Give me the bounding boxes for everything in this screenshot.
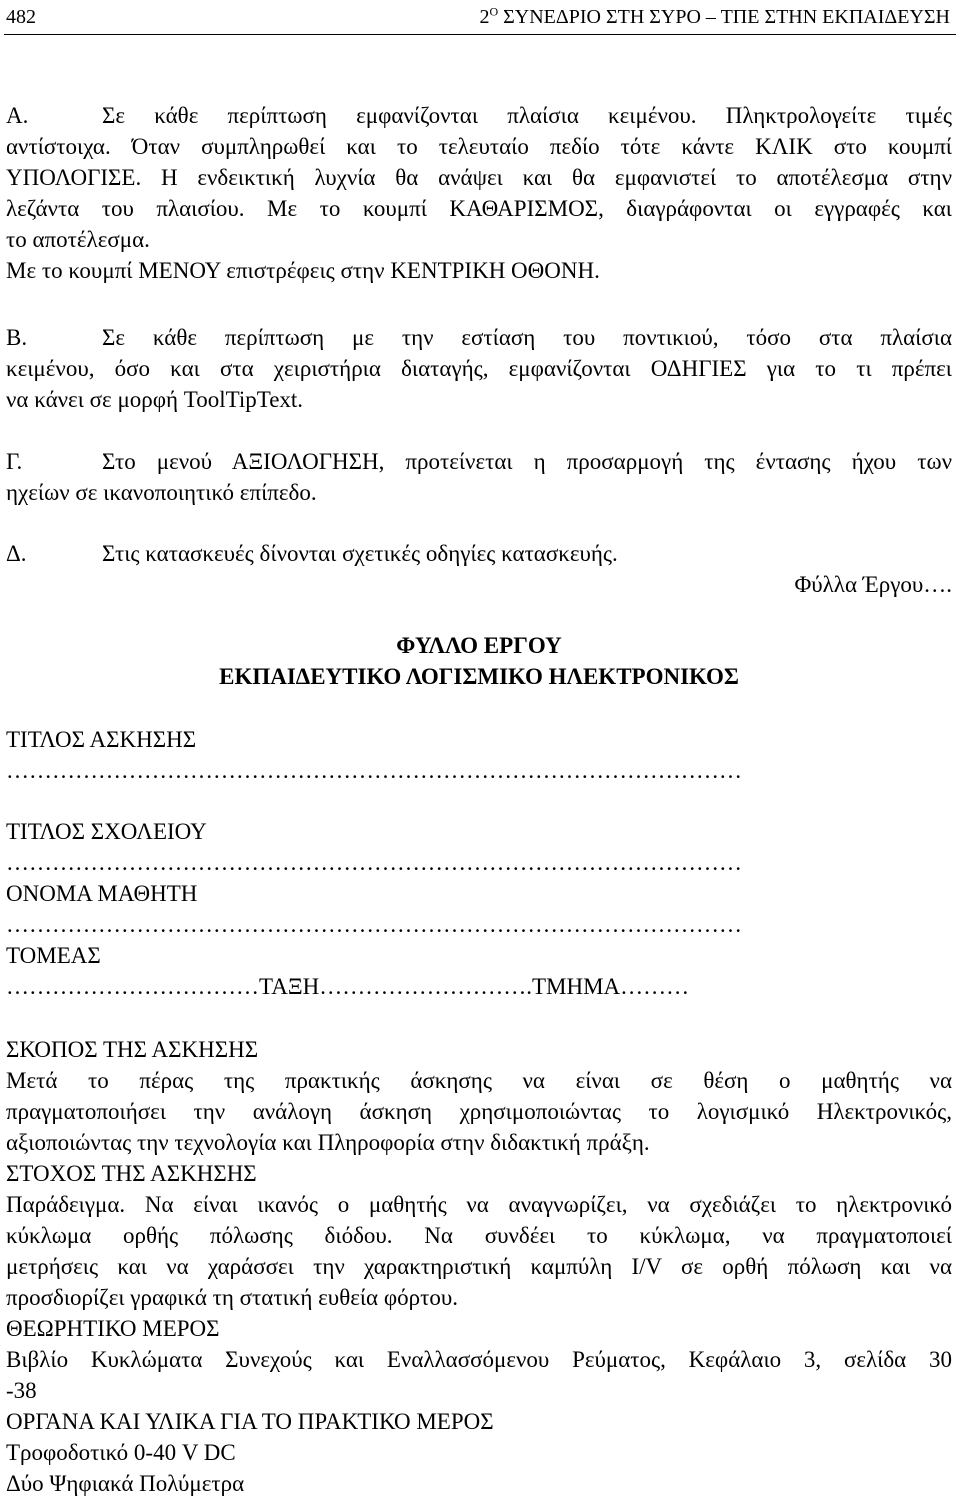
- instrument-item-1: Τροφοδοτικό 0-40 V DC: [6, 1440, 236, 1465]
- goal-line-1: Παράδειγμα. Να είναι ικανός ο μαθητής να αναγνωρίζει, να σχεδιάζει το ηλεκτρονικό: [6, 1192, 952, 1217]
- section-a-line-3: ΥΠΟΛΟΓΙΣΕ. Η ενδεικτική λυχνία θα ανάψει και θα εμφανιστεί το αποτέλεσμα στην: [6, 165, 952, 190]
- exercise-title-label: ΤΙΤΛΟΣ ΑΣΚΗΣΗΣ: [6, 727, 197, 752]
- purpose-line-3: αξιοποιώντας την τεχνολογία και Πληροφορία στην διδακτική πράξη.: [6, 1130, 650, 1155]
- page-header: [0, 0, 960, 36]
- running-title: [479, 4, 950, 30]
- theory-label: ΘΕΩΡΗΤΙΚΟ ΜΕΡΟΣ: [6, 1316, 220, 1341]
- page-number: 482: [6, 6, 36, 28]
- section-c-line-2: ηχείων σε ικανοποιητικό επίπεδο.: [6, 480, 317, 505]
- class-section-line: ……………………………ΤΑΞΗ……………………….ΤΜΗΜΑ………: [6, 974, 690, 999]
- school-dots: ……………………………………………………………………………………: [6, 850, 742, 875]
- section-d-line: Δ. Στις κατασκευές δίνονται σχετικές οδηγίες κατασκευής.: [6, 538, 952, 569]
- exercise-title-field: [6, 724, 952, 786]
- purpose-section: [6, 1034, 952, 1499]
- worksheet-subtitle: ΕΚΠΑΙΔΕΥΤΙΚΟ ΛΟΓΙΣΜΙΚΟ ΗΛΕΚΤΡΟΝΙΚΟΣ: [219, 664, 739, 689]
- section-c-line-1: Γ. Στο μενού ΑΞΙΟΛΟΓΗΣΗ, προτείνεται η προσαρμογή της έντασης ήχου των: [6, 446, 952, 477]
- section-b: [6, 322, 952, 415]
- school-field: [6, 816, 952, 878]
- section-b-line-3: να κάνει σε μορφή ToolTipText.: [6, 387, 304, 412]
- section-a-marker: Α.: [6, 103, 29, 128]
- running-title-superscript: Ο: [489, 4, 499, 19]
- section-a: [6, 100, 952, 286]
- student-label: ΟΝΟΜΑ ΜΑΘΗΤΗ: [6, 881, 198, 906]
- running-title-prefix: 2: [479, 6, 490, 28]
- instrument-item-2: Δύο Ψηφιακά Πολύμετρα: [6, 1471, 245, 1496]
- section-c-marker: Γ.: [6, 449, 23, 474]
- section-a-line-2: αντίστοιχα. Όταν συμπληρωθεί και το τελευταίο πεδίο τότε κάντε ΚΛΙΚ στο κουμπί: [6, 134, 952, 159]
- school-label: ΤΙΤΛΟΣ ΣΧΟΛΕΙΟΥ: [6, 819, 207, 844]
- section-b-line-2: κειμένου, όσο και στα χειριστήρια διαταγής, εμφανίζονται ΟΔΗΓΙΕΣ για το τι πρέπει: [6, 356, 952, 381]
- instruments-label: ΟΡΓΑΝΑ ΚΑΙ ΥΛΙΚΑ ΓΙΑ ΤΟ ΠΡΑΚΤΙΚΟ ΜΕΡΟΣ: [6, 1409, 494, 1434]
- goal-line-4: προσδιορίζει γραφικά τη στατική ευθεία φόρτου.: [6, 1285, 458, 1310]
- sector-label: ΤΟΜΕΑΣ: [6, 943, 101, 968]
- section-d: [6, 538, 952, 600]
- section-d-marker: Δ.: [6, 541, 27, 566]
- exercise-title-dots: ……………………………………………………………………………………: [6, 758, 742, 783]
- worksheet-title: ΦΥΛΛΟ ΕΡΓΟΥ: [396, 633, 562, 658]
- purpose-line-2: πραγματοποιήσει την ανάλογη άσκηση χρησιμοποιώντας το λογισμικό Ηλεκτρονικός,: [6, 1099, 952, 1124]
- section-a-line-1: Α. Σε κάθε περίπτωση εμφανίζονται πλαίσια κειμένου. Πληκτρολογείτε τιμές: [6, 100, 952, 131]
- running-title-text: ΣΥΝΕΔΡΙΟ ΣΤΗ ΣΥΡΟ – ΤΠΕ ΣΤΗΝ ΕΚΠΑΙΔΕΥΣΗ: [498, 6, 950, 28]
- goal-line-3: μετρήσεις και να χαράσσει την χαρακτηριστική καμπύλη I/V σε ορθή πόλωση και να: [6, 1254, 952, 1279]
- worksheets-note: Φύλλα Έργου….: [794, 572, 952, 597]
- purpose-label: ΣΚΟΠΟΣ ΤΗΣ ΑΣΚΗΣΗΣ: [6, 1037, 259, 1062]
- student-dots: ……………………………………………………………………………………: [6, 912, 742, 937]
- purpose-line-1: Μετά το πέρας της πρακτικής άσκησης να είναι σε θέση ο μαθητής να: [6, 1068, 952, 1093]
- goal-line-2: κύκλωμα ορθής πόλωσης διόδου. Να συνδέει το κύκλωμα, να πραγματοποιεί: [6, 1223, 952, 1248]
- goal-label: ΣΤΟΧΟΣ ΤΗΣ ΑΣΚΗΣΗΣ: [6, 1161, 257, 1186]
- section-b-marker: Β.: [6, 325, 28, 350]
- theory-line-2: -38: [6, 1378, 37, 1403]
- worksheet-heading: [6, 630, 952, 692]
- section-a-line-5: το αποτέλεσμα.: [6, 227, 150, 252]
- sector-field: [6, 940, 952, 1002]
- theory-line-1: Βιβλίο Κυκλώματα Συνεχούς και Εναλλασσόμενου Ρεύματος, Κεφάλαιο 3, σελίδα 30: [6, 1347, 952, 1372]
- header-rule: [4, 34, 956, 35]
- section-b-line-1: Β. Σε κάθε περίπτωση με την εστίαση του ποντικιού, τόσο στα πλαίσια: [6, 322, 952, 353]
- section-a-line-6: Με το κουμπί ΜΕΝΟΥ επιστρέφεις στην ΚΕΝΤΡΙΚΗ ΟΘΟΝΗ.: [6, 258, 600, 283]
- section-c: [6, 446, 952, 508]
- section-a-line-4: λεζάντα του πλαισίου. Με το κουμπί ΚΑΘΑΡΙΣΜΟΣ, διαγράφονται οι εγγραφές και: [6, 196, 952, 221]
- student-field: [6, 878, 952, 940]
